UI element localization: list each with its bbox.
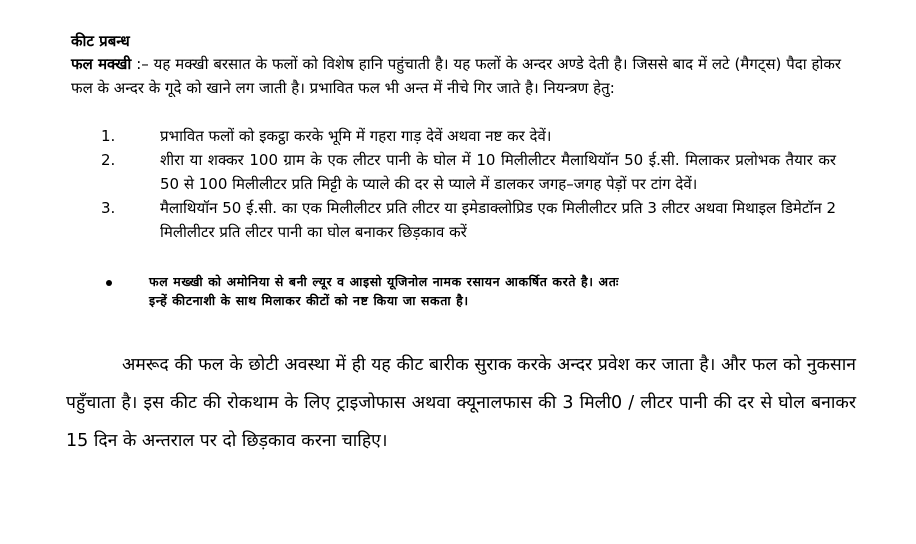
- control-step: [0, 148, 916, 196]
- step-text: प्रभावित फलों को इकट्ठा करके भूमि में गहरा गाड़ देवें अथवा नष्ट कर देवें।: [160, 127, 552, 145]
- guava-paragraph: [66, 346, 856, 460]
- fruit-fly-description: :– यह मक्खी बरसात के फलों को विशेष हानि पहुंचाती है। यह फलों के अन्दर अण्डे देती है। जिससे बाद में लटे (मैगट्स) पैदा होकर फल के अन्दर के गूदे को खाने लग जाती है। प्रभावित फल भी अन्त में नीचे गिर जाते है। नियन्त्रण हेतु:: [71, 55, 841, 97]
- step-number: 2.: [101, 151, 116, 169]
- guava-paragraph-text: अमरूद की फल के छोटी अवस्था में ही यह कीट बारीक सुराक करके अन्दर प्रवेश कर जाता है। और फल को नुकसान पहुँचाता है। इस कीट की रोकथाम के लिए ट्राइजोफास अथवा क्यूनालफास की 3 मिली0 / लीटर पानी की दर से घोल बनाकर 15 दिन के अन्तराल पर दो छिड़काव करना चाहिए।: [66, 355, 856, 451]
- step-number: 1.: [101, 127, 116, 145]
- control-steps-list: [0, 124, 916, 244]
- bullet-note: [0, 272, 916, 332]
- step-text: मैलाथियॉन 50 ई.सी. का एक मिलीलीटर प्रति लीटर या इमेडाक्लोप्रिड एक मिलीलीटर प्रति 3 लीटर अथवा मिथाइल डिमेटॉन 2 मिलीलीटर प्रति लीटर पानी का घोल बनाकर छिड़काव करें: [160, 199, 836, 241]
- control-step: [0, 124, 916, 148]
- fruit-fly-term: फल मक्खी: [71, 55, 132, 73]
- bullet-note-text: फल मख्खी को अमोनिया से बनी ल्यूर व आइसो यूजिनोल नामक रसायन आकर्षित करते है। अतः इन्हें कीटनाशी के साथ मिलाकर कीटों को नष्ट किया जा सकता है।: [149, 274, 619, 308]
- section-heading: कीट प्रबन्ध: [71, 32, 130, 50]
- fruit-fly-intro: [71, 52, 841, 100]
- control-step: [0, 196, 916, 244]
- step-number: 3.: [101, 199, 116, 217]
- bullet-icon: [106, 280, 112, 286]
- step-text: शीरा या शक्कर 100 ग्राम के एक लीटर पानी के घोल में 10 मिलीलीटर मैलाथियॉन 50 ई.सी. मिलाकर प्रलोभक तैयार कर 50 से 100 मिलीलीटर प्रति मिट्टी के प्याले की दर से प्याले में डालकर जगह–जगह पेड़ों पर टांग देवें।: [160, 151, 836, 193]
